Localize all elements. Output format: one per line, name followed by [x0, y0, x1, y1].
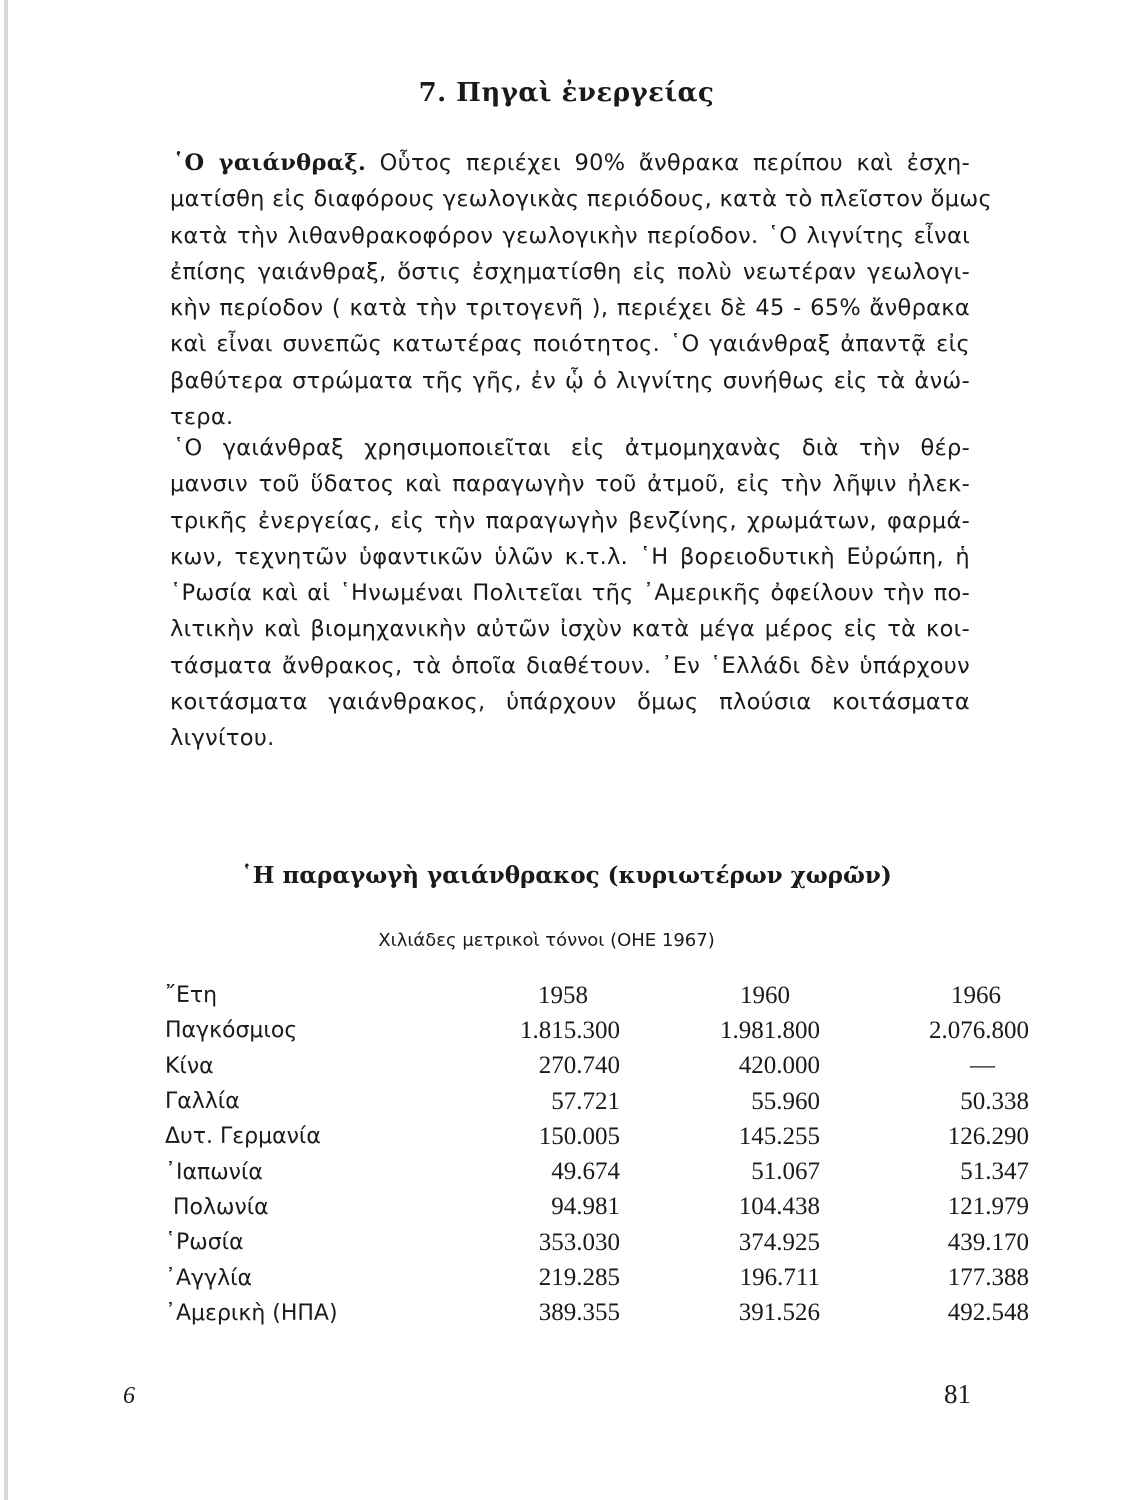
- table-row: [165, 1119, 1029, 1154]
- table-header-row: [165, 978, 1029, 1013]
- value-1966: 439.170: [947, 1228, 1029, 1256]
- text-line: ματίσθη εἰς διαφόρους γεωλογικὰς περιόδους, κατὰ τὸ πλεῖστον ὅμως: [170, 186, 992, 213]
- value-1958: 49.674: [551, 1158, 620, 1186]
- value-1958: 219.285: [538, 1264, 620, 1292]
- country-name: ῾Ρωσία: [165, 1230, 244, 1256]
- value-1960: 55.960: [751, 1087, 820, 1115]
- value-1966: 121.979: [947, 1193, 1029, 1221]
- text-line: τάσματα ἄνθρακος, τὰ ὁποῖα διαθέτουν. ᾿Εν ῾Ελλάδι δὲν ὑπάρχουν: [170, 652, 970, 679]
- text-line: ῾Ο γαιάνθραξ χρησιμοποιεῖται εἰς ἀτμομηχανὰς διὰ τὴν θέρ-: [173, 435, 970, 461]
- country-name: ᾿Αμερικὴ (ΗΠΑ): [165, 1300, 338, 1326]
- coal-production-table: [165, 978, 1029, 1331]
- signature-mark: 6: [123, 1383, 135, 1409]
- table-subtitle: Χιλιάδες μετρικοὶ τόννοι (ΟΗΕ 1967): [378, 930, 715, 951]
- value-1960: 51.067: [751, 1158, 820, 1186]
- value-1960: 374.925: [738, 1228, 820, 1256]
- country-name: Παγκόσμιος: [165, 1018, 298, 1044]
- text-line: τερα.: [170, 404, 234, 431]
- paragraph-coal-uses: [170, 430, 970, 757]
- table-row: [165, 1225, 1029, 1260]
- paragraph-lead-term: ῾Ο γαιάνθραξ.: [173, 150, 367, 176]
- value-1966: 51.347: [960, 1158, 1029, 1186]
- page-number: 81: [944, 1379, 971, 1409]
- table-row: [165, 1190, 1029, 1225]
- header-years: ῎Ετη: [165, 983, 218, 1009]
- value-1958: 1.815.300: [520, 1016, 620, 1044]
- text-line: [170, 145, 970, 181]
- text-line: κατὰ τὴν λιθανθρακοφόρον γεωλογικὴν περίοδον. ῾Ο λιγνίτης εἶναι: [170, 222, 970, 249]
- value-1966: 50.338: [960, 1087, 1029, 1115]
- value-1966: 2.076.800: [929, 1016, 1029, 1044]
- table-row: [165, 1049, 1029, 1084]
- value-1958: 353.030: [538, 1228, 620, 1256]
- value-1966: —: [970, 1052, 995, 1080]
- value-1960: 196.711: [739, 1264, 820, 1292]
- text-line: κων, τεχνητῶν ὑφαντικῶν ὑλῶν κ.τ.λ. ῾Η βορειοδυτικὴ Εὐρώπη, ἡ: [170, 543, 970, 570]
- table-row: [165, 1260, 1029, 1295]
- text-line: ἐπίσης γαιάνθραξ, ὅστις ἐσχηματίσθη εἰς πολὺ νεωτέραν γεωλογι-: [170, 258, 970, 285]
- text-line: κὴν περίοδον ( κατὰ τὴν τριτογενῆ ), περιέχει δὲ 45 - 65% ἄνθρακα: [170, 295, 970, 322]
- value-1958: 150.005: [538, 1122, 620, 1150]
- text-line: λιγνίτου.: [170, 725, 275, 752]
- section-heading: 7. Πηγαὶ ἐνεργείας: [418, 78, 715, 108]
- text-fragment: Οὗτος περιέχει 90% ἄνθρακα περίπου καὶ ἐσχη-: [366, 150, 971, 176]
- country-name: Γαλλία: [165, 1089, 240, 1115]
- value-1958: 270.740: [538, 1052, 620, 1080]
- text-line: ῾Ρωσία καὶ αἱ ῾Ηνωμέναι Πολιτεῖαι τῆς ᾿Αμερικῆς ὀφείλουν τὴν πο-: [170, 580, 970, 607]
- value-1966: 177.388: [947, 1264, 1029, 1292]
- value-1960: 104.438: [738, 1193, 820, 1221]
- text-line: κοιτάσματα γαιάνθρακος, ὑπάρχουν ὅμως πλούσια κοιτάσματα: [170, 689, 970, 716]
- value-1958: 57.721: [551, 1087, 620, 1115]
- table-row: [165, 1296, 1029, 1331]
- country-name: Κίνα: [165, 1053, 214, 1079]
- text-line: βαθύτερα στρώματα τῆς γῆς, ἐν ᾧ ὁ λιγνίτης συνήθως εἰς τὰ ἀνώ-: [170, 367, 970, 394]
- table-row: [165, 1084, 1029, 1119]
- value-1966: 492.548: [947, 1299, 1029, 1327]
- value-1960: 420.000: [738, 1052, 820, 1080]
- text-line: μανσιν τοῦ ὕδατος καὶ παραγωγὴν τοῦ ἀτμοῦ, εἰς τὴν λῆψιν ἠλεκ-: [170, 471, 970, 498]
- country-name: Δυτ. Γερμανία: [165, 1124, 321, 1150]
- text-line: λιτικὴν καὶ βιομηχανικὴν αὐτῶν ἰσχὺν κατὰ μέγα μέρος εἰς τὰ κοι-: [170, 616, 970, 643]
- value-1960: 391.526: [738, 1299, 820, 1327]
- country-name: Πολωνία: [173, 1194, 269, 1220]
- table-row: [165, 1154, 1029, 1189]
- text-line: τρικῆς ἐνεργείας, εἰς τὴν παραγωγὴν βενζίνης, χρωμάτων, φαρμά-: [170, 507, 970, 534]
- value-1966: 126.290: [947, 1122, 1029, 1150]
- value-1960: 145.255: [738, 1122, 820, 1150]
- table-title: ῾Η παραγωγὴ γαιάνθρακος (κυριωτέρων χωρῶν): [241, 862, 892, 889]
- header-1960: 1960: [740, 981, 790, 1009]
- text-line: καὶ εἶναι συνεπῶς κατωτέρας ποιότητος. ῾Ο γαιάνθραξ ἀπαντᾷ εἰς: [170, 331, 970, 358]
- paragraph-coal: [170, 145, 992, 435]
- value-1958: 389.355: [538, 1299, 620, 1327]
- country-name: ᾿Αγγλία: [165, 1265, 253, 1291]
- country-name: ᾿Ιαπωνία: [165, 1159, 263, 1185]
- header-1958: 1958: [538, 981, 588, 1009]
- header-1966: 1966: [951, 981, 1001, 1009]
- value-1960: 1.981.800: [720, 1016, 820, 1044]
- value-1958: 94.981: [551, 1193, 620, 1221]
- table-row: [165, 1013, 1029, 1048]
